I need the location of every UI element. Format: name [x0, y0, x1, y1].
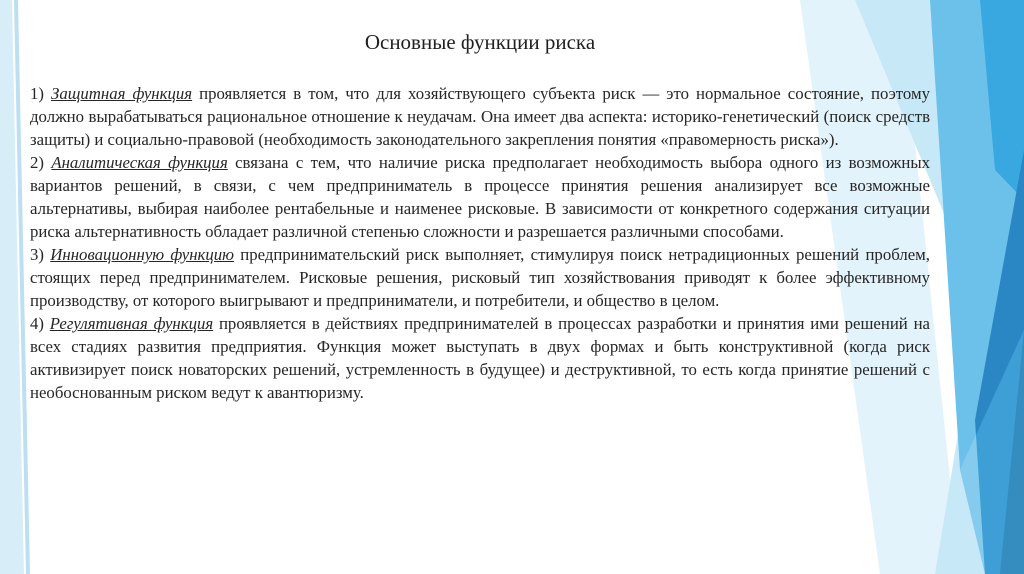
paragraph-number: 4) [30, 314, 50, 333]
slide-body [30, 82, 930, 404]
paragraph-number: 1) [30, 84, 52, 103]
term-regulative: Регулятивная функция [49, 314, 214, 333]
slide-title: Основные функции риска [364, 30, 596, 54]
paragraph-protective [30, 82, 930, 151]
term-innovative: Инновационную функцию [50, 245, 234, 264]
paragraph-regulative [30, 312, 930, 404]
paragraph-text: проявляется в том, что для хозяйствующего субъекта риск — это нормальное состояние, поэтому должно вырабатываться рациональное отношение к неудачам. Она имеет два аспекта: историко-генетический (поиск средств защиты) и социально-правовой (необходимость законодательного закрепления понятия «правомерность риска»). [30, 84, 930, 149]
paragraph-number: 2) [30, 153, 52, 172]
paragraph-innovative [30, 243, 930, 312]
paragraph-number: 3) [30, 245, 51, 264]
paragraph-analytical [30, 151, 930, 243]
term-protective: Защитная функция [51, 84, 193, 103]
term-analytical: Аналитическая функция [51, 153, 228, 172]
paragraph-text: связана с тем, что наличие риска предполагает необходимость выбора одного из возможных вариантов решений, в связи, с чем предприниматель в процессе принятия решения анализирует все возможные альтернативы, выбирая наиболее рентабельные и наименее рисковые. В зависимости от конкретного содержания ситуации риска альтернативность обладает различной степенью сложности и разрешается различными способами. [30, 153, 930, 241]
paragraph-text: предпринимательский риск выполняет, стимулируя поиск нетрадиционных решений проблем, стоящих перед предпринимателем. Рисковые решения, рисковый тип хозяйствования приводят к более эффективному производству, от которого выигрывают и предприниматели, и потребители, и общество в целом. [30, 245, 930, 310]
paragraph-text: проявляется в действиях предпринимателей в процессах разработки и принятия ими решений на всех стадиях развития предприятия. Функция может выступать в двух формах и быть конструктивной (когда риск активизирует поиск новаторских решений, устремленность в будущее) и деструктивной, то есть когда принятие решений с необоснованным риском ведут к авантюризму. [30, 314, 930, 402]
